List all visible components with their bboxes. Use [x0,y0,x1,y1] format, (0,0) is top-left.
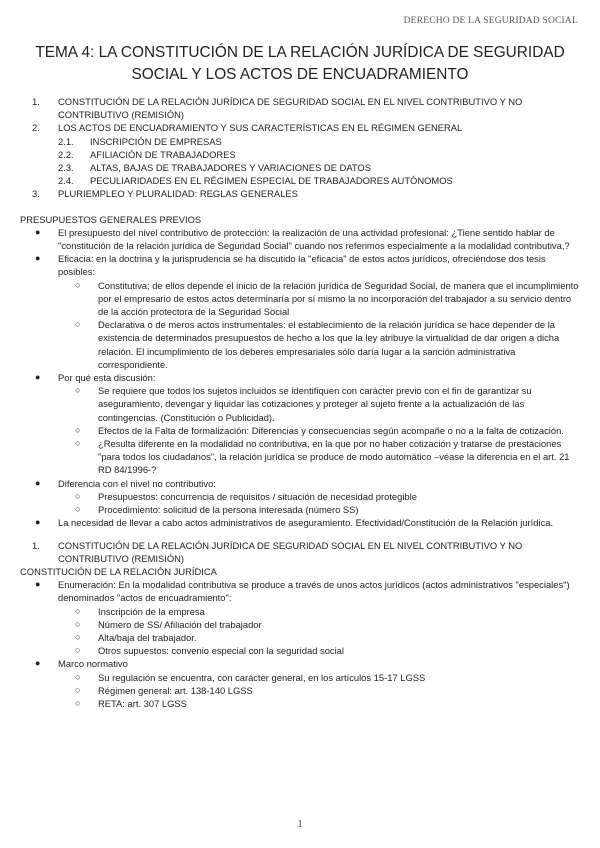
outline-number: 2.2. [58,148,74,160]
section-1-title [20,539,582,565]
bullet-icon: ● [35,372,41,383]
sub-bullet-item: ○ Declarativa o de meros actos instrumentales: el establecimiento de la relación jurídica se hace depender de la existencia de determinados presupuestos de hecho a los que la ley atribuye la virtualidad de dar origen a dicha relación. El incumplimiento de los deberes empresariales sólo daría lugar a la sanción administrativa correspondiente. [75,319,560,370]
outline-text: LOS ACTOS DE ENCUADRAMIENTO Y SUS CARACTERÍSTICAS EN EL RÉGIMEN GENERAL [58,122,463,134]
section-heading: CONSTITUCIÓN DE LA RELACIÓN JURÍDICA [20,565,217,577]
sub-bullet-item: ○ Régimen general: art. 138-140 LGSS [75,684,253,696]
circle-bullet-icon: ○ [75,618,81,629]
circle-bullet-icon: ○ [75,504,81,515]
bullet-item: ● Diferencia con el nivel no contributivo: [35,477,216,489]
document-title: TEMA 4: LA CONSTITUCIÓN DE LA RELACIÓN JURÍDICA DE SEGURIDAD SOCIAL Y LOS ACTOS DE ENCUADRAMIENTO [35,44,565,83]
section-heading: PRESUPUESTOS GENERALES PREVIOS [20,213,202,225]
outline-item-1 [20,95,582,121]
sub-bullet-item: ○ RETA: art. 307 LGSS [75,697,187,709]
bullet-icon: ● [35,226,41,237]
circle-bullet-icon: ○ [75,438,81,449]
outline-subitem [20,161,582,174]
circle-bullet-icon: ○ [75,697,81,708]
sub-bullet-item: ○ Otros supuestos: convenio especial con la seguridad social [75,645,344,657]
circle-bullet-icon: ○ [75,631,81,642]
bullet-icon: ● [35,658,41,669]
outline-subitem [20,148,582,161]
bullet-icon: ● [35,579,41,590]
sub-bullet-item: ○ Alta/baja del trabajador. [75,631,197,643]
running-header: DERECHO DE LA SEGURIDAD SOCIAL [403,16,578,26]
sub-bullet-item: ○ Se requiere que todos los sujetos incluidos se identifiquen con carácter previo con el fin de garantizar su aseguramiento, devengar y liquidar las cotizaciones y proteger al sujeto frente a la actualización de las contingencias. (Constitución o Publicidad). [75,385,532,423]
bullet-icon: ● [35,477,41,488]
circle-bullet-icon: ○ [75,279,81,290]
circle-bullet-icon: ○ [75,684,81,695]
outline-number: 3. [32,188,40,200]
sub-bullet-item: ○ Número de SS/ Afiliación del trabajador [75,618,262,630]
circle-bullet-icon: ○ [75,490,81,501]
sub-bullet-item: ○ ¿Resulta diferente en la modalidad no contributiva, en la que por no haber cotización y tratarse de prestaciones "para todos los ciudadanos", la relación jurídica se produce de modo automático –véase la diferencia en el art. 21 RD 84/1996-? [75,438,570,476]
outline-subitem [20,135,582,148]
circle-bullet-icon: ○ [75,424,81,435]
outline-number: 2.1. [58,135,74,147]
bullet-item: ● Enumeración: En la modalidad contributiva se produce a través de unos actos jurídicos (actos administrativos "especiales") denominados "actos de encuadramiento": [35,579,570,604]
outline-text: PECULIARIDADES EN EL RÉGIMEN ESPECIAL DE TRABAJADORES AUTÓNOMOS [90,175,453,187]
bullet-item: ● Por qué esta discusión: [35,372,156,384]
outline-number: 2.3. [58,162,74,174]
circle-bullet-icon: ○ [75,605,81,616]
outline-text: CONSTITUCIÓN DE LA RELACIÓN JURÍDICA DE SEGURIDAD SOCIAL EN EL NIVEL CONTRIBUTIVO Y NO CONTRIBUTIVO (REMISIÓN) [58,96,523,121]
outline-number: 2.4. [58,175,74,187]
outline-number: 1. [32,539,40,551]
outline-number: 1. [32,96,40,107]
outline-text: INSCRIPCIÓN DE EMPRESAS [90,135,222,147]
document-body [20,95,582,710]
outline-text: PLURIEMPLEO Y PLURALIDAD: REGLAS GENERALES [58,188,298,200]
circle-bullet-icon: ○ [75,671,81,682]
outline-number: 2. [32,122,40,134]
bullet-icon: ● [35,517,41,528]
outline-subitem [20,174,582,187]
bullet-item: ● El presupuesto del nivel contributivo de protección: la realización de una actividad profesional: ¿Tiene sentido hablar de "constitución de la relación jurídica de Seguridad Social" cuando nos referimos especialmente a la modalidad contributiva,? [35,226,570,252]
bullet-item: ● Eficacia: en la doctrina y la jurisprudencia se ha discutido la "eficacia" de estos actos jurídicos, ofreciéndose dos tesis posibles: [35,253,546,278]
bullet-icon: ● [35,253,41,264]
circle-bullet-icon: ○ [75,385,81,396]
outline-text: ALTAS, BAJAS DE TRABAJADORES Y VARIACIONES DE DATOS [90,162,371,174]
outline-item-3 [20,187,582,200]
sub-bullet-item: ○ Presupuestos: concurrencia de requisitos / situación de necesidad protegible [75,490,417,502]
bullet-item: ● Marco normativo [35,658,128,670]
circle-bullet-icon: ○ [75,319,81,330]
page-number: 1 [297,819,303,830]
sub-bullet-item: ○ Efectos de la Falta de formalización: Diferencias y consecuencias según acompañe o no a la falta de cotización. [75,424,564,436]
outline-text: AFILIACIÓN DE TRABAJADORES [90,148,236,160]
sub-bullet-item: ○ Constitutiva; de ellos depende el inicio de la relación jurídica de Seguridad Social, de manera que el incumplimiento por el empresario de estos actos determinaría por sí mismo la no incorporación del trabajador a su servicio dentro de la acción protectora de la Seguridad Social [75,279,579,318]
sub-bullet-item: ○ Procedimiento: solicitud de la persona interesada (número SS) [75,504,359,516]
sub-bullet-item: ○ Inscripción de la empresa [75,605,205,617]
outline-item-2 [20,121,582,134]
outline-text: CONSTITUCIÓN DE LA RELACIÓN JURÍDICA DE SEGURIDAD SOCIAL EN EL NIVEL CONTRIBUTIVO Y NO CONTRIBUTIVO (REMISIÓN) [58,539,523,564]
bullet-item: ● La necesidad de llevar a cabo actos administrativos de aseguramiento. Efectividad/Constitución de la Relación jurídica. [35,517,554,529]
circle-bullet-icon: ○ [75,645,81,656]
sub-bullet-item: ○ Su regulación se encuentra, con carácter general, en los artículos 15-17 LGSS [75,671,426,683]
